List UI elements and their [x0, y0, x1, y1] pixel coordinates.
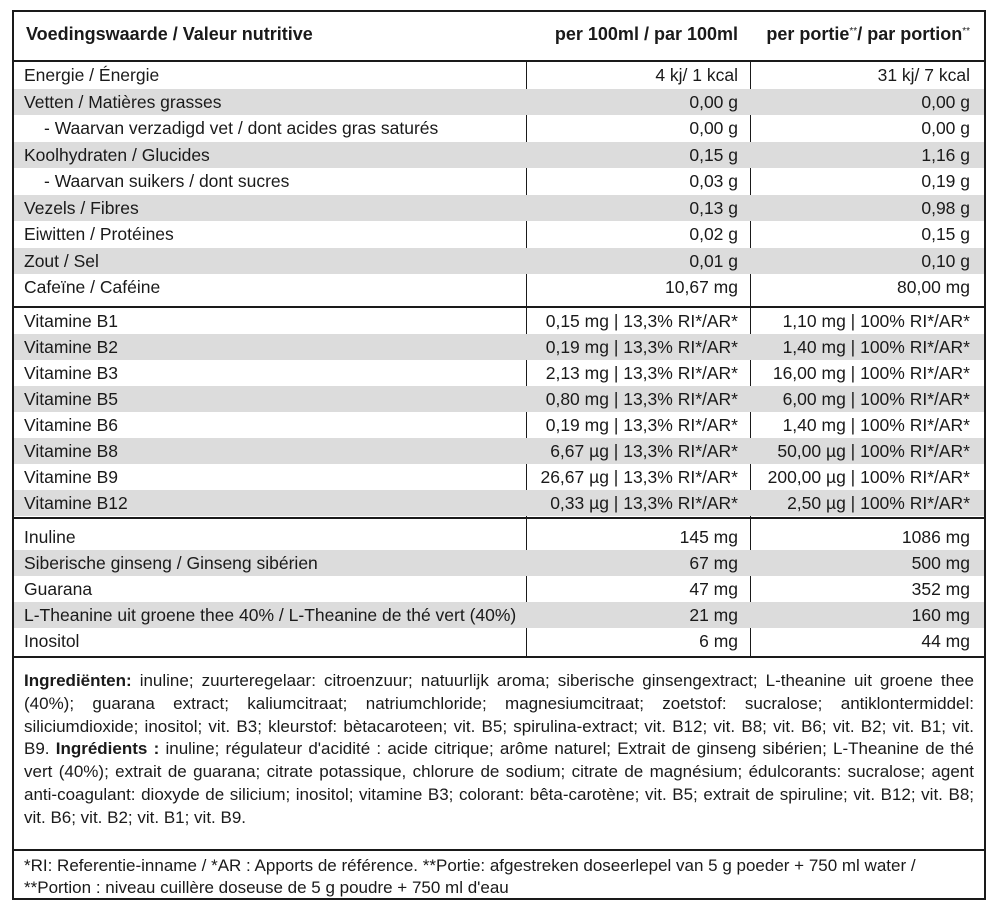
footnote: *RI: Referentie-inname / *AR : Apports de référence. **Portie: afgestreken doseerlepel van 5 g poeder + 750 ml water / **Portion : niveau cuillère doseuse de 5 g poudre + 750 ml d'eau [24, 856, 916, 897]
table-row [14, 524, 984, 550]
table-row [14, 195, 984, 222]
table-row [14, 360, 984, 386]
row-per-100ml: 6 mg [699, 631, 738, 651]
row-per-portion: 0,00 g [921, 118, 970, 138]
table-row [14, 221, 984, 248]
header-per-portion-a: per portie [766, 24, 850, 44]
row-label: Energie / Énergie [24, 65, 160, 85]
row-per-portion: 6,00 mg | 100% RI*/AR* [782, 389, 970, 409]
row-per-100ml: 6,67 µg | 13,3% RI*/AR* [550, 441, 738, 461]
row-per-100ml: 0,01 g [689, 250, 738, 271]
table-row [14, 438, 984, 464]
row-per-portion: 2,50 µg | 100% RI*/AR* [787, 493, 970, 513]
row-label: Vitamine B1 [24, 311, 119, 331]
row-label: Inositol [24, 631, 80, 651]
row-label: Vitamine B6 [24, 415, 119, 435]
row-per-portion: 80,00 mg [897, 277, 970, 297]
header-sup1: ** [849, 26, 858, 37]
nutrition-label [12, 10, 986, 900]
row-per-portion: 0,15 g [921, 224, 970, 244]
row-label: Inuline [24, 527, 76, 547]
table-header [14, 12, 984, 62]
section-divider-3 [14, 656, 984, 658]
table-row [14, 89, 984, 116]
row-label: - Waarvan verzadigd vet / dont acides gras saturés [44, 118, 439, 138]
table-row [14, 576, 984, 602]
table-row [14, 490, 984, 516]
header-sup2: ** [962, 26, 970, 37]
table-row [14, 412, 984, 438]
row-per-100ml: 0,15 mg | 13,3% RI*/AR* [545, 311, 738, 331]
row-label: Vezels / Fibres [24, 197, 139, 218]
row-per-100ml: 0,13 g [689, 197, 738, 218]
row-label: Eiwitten / Protéines [24, 224, 174, 244]
section-divider-2 [14, 517, 984, 519]
ingredients-nl-text: inuline; zuurteregelaar: citroenzuur; natuurlijk aroma; siberische ginsengextract; L-theanine uit groene thee (40%); guarana extract; kaliumcitraat; natriumchloride; magnesiumcitraat; zoetstof: sucralose; antiklontermiddel: siliciumdioxide; inositol; vit. B3; kleurstof: bètacaroteen; vit. B5; spirulina-extract; vit. B12; vit. B8; vit. B6; vit. B2; vit. B1; vit. B9. [24, 671, 974, 759]
row-per-portion: 1086 mg [901, 527, 970, 547]
row-per-100ml: 21 mg [689, 605, 738, 625]
row-per-portion: 1,40 mg | 100% RI*/AR* [782, 415, 970, 435]
row-per-100ml: 0,00 g [689, 118, 738, 138]
row-per-100ml: 2,13 mg | 13,3% RI*/AR* [545, 363, 738, 383]
row-per-100ml: 26,67 µg | 13,3% RI*/AR* [540, 467, 738, 487]
row-per-100ml: 0,80 mg | 13,3% RI*/AR* [545, 389, 738, 409]
row-per-portion: 0,10 g [921, 250, 970, 271]
table-row [14, 386, 984, 412]
row-per-portion: 1,10 mg | 100% RI*/AR* [782, 311, 970, 331]
row-label: L-Theanine uit groene thee 40% / L-Theanine de thé vert (40%) [24, 605, 517, 625]
row-per-portion: 0,19 g [921, 171, 970, 191]
other-ingredients-section [14, 524, 984, 654]
row-per-100ml: 0,15 g [689, 144, 738, 165]
table-row [14, 308, 984, 334]
row-per-portion: 200,00 µg | 100% RI*/AR* [767, 467, 970, 487]
row-label: Vitamine B9 [24, 467, 119, 487]
header-per-portion-b: / par portion [857, 24, 963, 44]
row-per-portion: 50,00 µg | 100% RI*/AR* [777, 441, 970, 461]
table-row [14, 115, 984, 142]
row-label: Vetten / Matières grasses [24, 91, 222, 112]
row-label: Vitamine B8 [24, 441, 119, 461]
row-per-100ml: 0,33 µg | 13,3% RI*/AR* [550, 493, 738, 513]
row-per-100ml: 47 mg [689, 579, 738, 599]
row-per-portion: 1,40 mg | 100% RI*/AR* [782, 337, 970, 357]
row-label: Vitamine B2 [24, 337, 119, 357]
table-row [14, 62, 984, 89]
row-per-portion: 160 mg [911, 605, 970, 625]
table-row [14, 602, 984, 628]
table-row [14, 142, 984, 169]
row-label: Cafeïne / Caféine [24, 277, 161, 297]
table-row [14, 464, 984, 490]
ingredients-fr-text: inuline; régulateur d'acidité : acide citrique; arôme naturel; Extrait de ginseng sibérien; L-Theanine de thé vert (40%); extrait de guarana; citrate potassique, chlorure de sodium; citrate de magnésium; édulcorants: sucralose; agent anti-coagulant: dioxyde de silicium; inositol; vitamine B3; colorant: bêta-carotène; vit. B5; extrait de spiruline; vit. B12; vit. B8; vit. B6; vit. B2; vit. B1; vit. B9. [24, 739, 974, 827]
row-label: Koolhydraten / Glucides [24, 144, 210, 165]
row-label: Vitamine B12 [24, 493, 128, 513]
table-row [14, 550, 984, 576]
vitamins-section [14, 308, 984, 516]
row-per-portion: 500 mg [911, 553, 970, 573]
ingredients-nl-heading: Ingrediënten: [24, 671, 132, 690]
table-row [14, 168, 984, 195]
header-nutrition-title: Voedingswaarde / Valeur nutritive [26, 24, 313, 44]
table-row [14, 248, 984, 275]
row-per-portion: 44 mg [921, 631, 970, 651]
row-per-100ml: 0,02 g [689, 224, 738, 244]
row-per-100ml: 0,00 g [689, 91, 738, 112]
ingredients-text [14, 660, 984, 830]
row-label: - Waarvan suikers / dont sucres [44, 171, 290, 191]
row-per-100ml: 145 mg [679, 527, 738, 547]
row-per-portion: 352 mg [911, 579, 970, 599]
row-per-portion: 1,16 g [921, 144, 970, 165]
header-per-100ml: per 100ml / par 100ml [554, 24, 738, 44]
row-per-100ml: 0,19 mg | 13,3% RI*/AR* [545, 415, 738, 435]
row-label: Vitamine B5 [24, 389, 119, 409]
ingredients-fr-heading: Ingrédients : [55, 739, 160, 759]
header-per-portion [766, 24, 970, 45]
row-per-100ml: 67 mg [689, 553, 738, 573]
table-row [14, 274, 984, 301]
row-per-portion: 16,00 mg | 100% RI*/AR* [772, 363, 970, 383]
table-row [14, 628, 984, 654]
row-label: Guarana [24, 579, 93, 599]
row-per-100ml: 4 kj/ 1 kcal [655, 65, 738, 85]
row-per-portion: 0,00 g [921, 91, 970, 112]
table-row [14, 334, 984, 360]
row-per-100ml: 10,67 mg [665, 277, 738, 297]
row-label: Zout / Sel [24, 250, 99, 271]
row-label: Siberische ginseng / Ginseng sibérien [24, 553, 318, 573]
row-per-100ml: 0,19 mg | 13,3% RI*/AR* [545, 337, 738, 357]
nutrients-section [14, 62, 984, 301]
row-per-portion: 0,98 g [921, 197, 970, 218]
row-per-portion: 31 kj/ 7 kcal [877, 65, 970, 85]
row-label: Vitamine B3 [24, 363, 119, 383]
row-per-100ml: 0,03 g [689, 171, 738, 191]
